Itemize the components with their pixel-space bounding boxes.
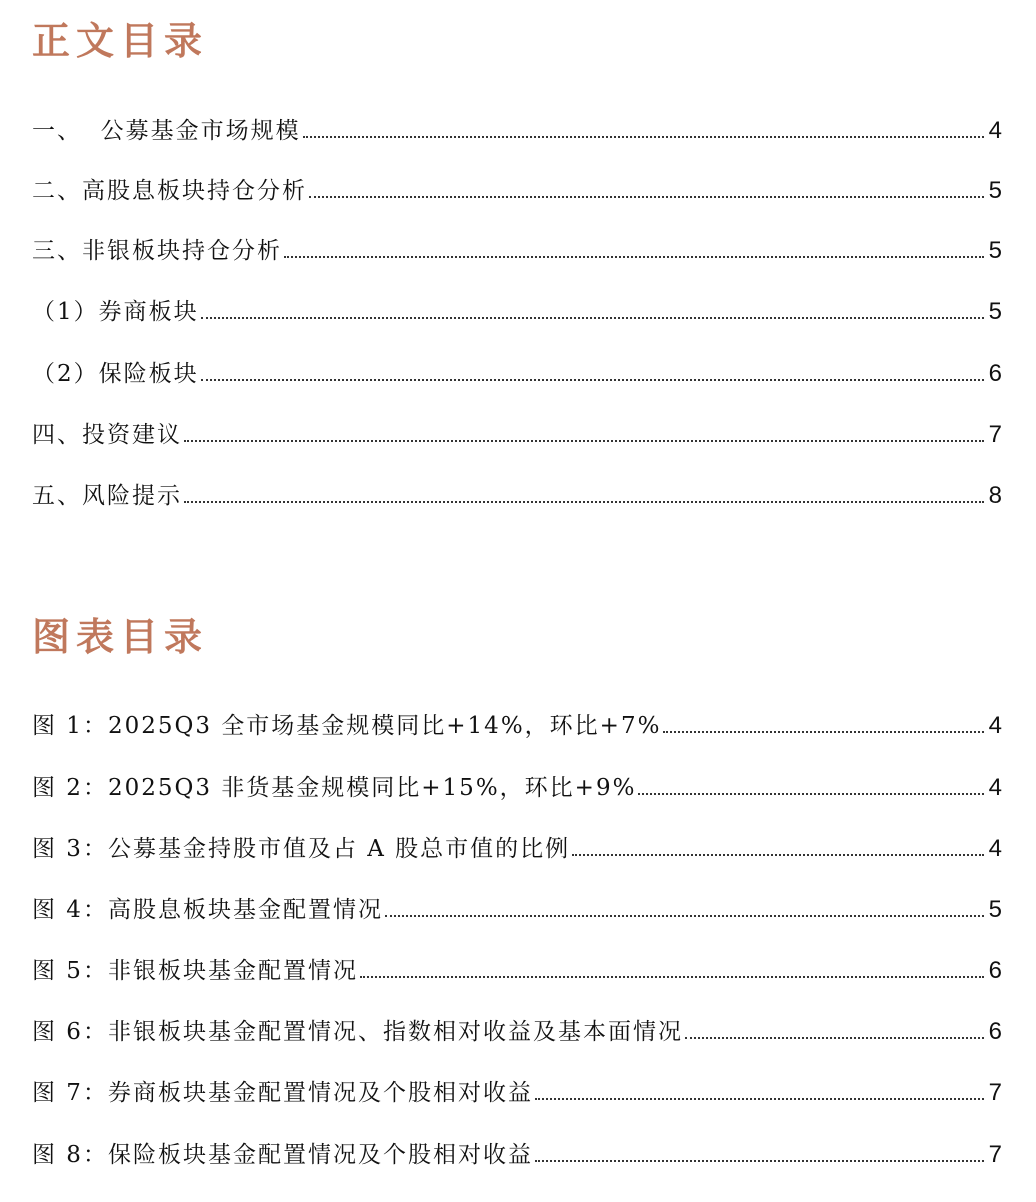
figure-entry[interactable] [32,706,1002,738]
figure-entry[interactable] [32,1135,1002,1167]
toc-entry-label: 五、风险提示 [32,483,182,509]
figure-entry[interactable] [32,829,1002,861]
dot-leader [535,1098,984,1100]
toc-entry-page: 5 [988,177,1002,204]
dot-leader [663,731,984,733]
figure-entry-page: 6 [988,957,1002,984]
toc-entry-label: （1）券商板块 [32,299,199,325]
dot-leader [303,136,984,138]
toc-entry-label: 二、高股息板块持仓分析 [32,178,307,204]
toc-title: 正文目录 [32,18,209,63]
figure-entry-page: 7 [988,1079,1002,1106]
toc-entry-label: 三、非银板块持仓分析 [32,238,282,264]
toc-entry-page: 7 [988,421,1002,448]
dot-leader [184,501,984,503]
dot-leader [385,915,984,917]
toc-entry[interactable] [32,171,1002,203]
figure-entry[interactable] [32,1012,1002,1044]
figure-entry-page: 7 [988,1141,1002,1168]
figure-entry-label: 图 6：非银板块基金配置情况、指数相对收益及基本面情况 [32,1019,683,1045]
figure-entry-page: 4 [988,712,1002,739]
toc-entry[interactable] [32,231,1002,263]
dot-leader [184,440,984,442]
dot-leader [685,1037,984,1039]
figure-entry[interactable] [32,1073,1002,1105]
toc-entry[interactable] [32,476,1002,508]
figure-entry-page: 6 [988,1018,1002,1045]
figure-entry[interactable] [32,951,1002,983]
figure-entry-label: 图 3：公募基金持股市值及占 A 股总市值的比例 [32,836,571,862]
toc-entry-page: 6 [988,360,1002,387]
toc-entry-label: （2）保险板块 [32,361,199,387]
dot-leader [201,379,984,381]
toc-entry[interactable] [32,111,1002,143]
figure-entry-label: 图 2：2025Q3 非货基金规模同比+15%，环比+9% [32,775,637,801]
figure-entry-page: 4 [988,835,1002,862]
figure-entry[interactable] [32,890,1002,922]
figure-entry-label: 图 1：2025Q3 全市场基金规模同比+14%，环比+7% [32,713,662,739]
dot-leader [638,793,984,795]
figure-entry-label: 图 5：非银板块基金配置情况 [32,958,358,984]
dot-leader [360,976,984,978]
figure-entry-page: 4 [988,774,1002,801]
toc-entry[interactable] [32,415,1002,447]
figure-entry-label: 图 7：券商板块基金配置情况及个股相对收益 [32,1080,533,1106]
dot-leader [309,196,984,198]
dot-leader [572,854,984,856]
figure-entry-page: 5 [988,896,1002,923]
figure-entry-label: 图 4：高股息板块基金配置情况 [32,897,383,923]
toc-entry-page: 8 [988,482,1002,509]
toc-entry-page: 5 [988,237,1002,264]
figures-title: 图表目录 [32,614,209,659]
toc-entry[interactable] [32,292,1002,324]
figure-entry[interactable] [32,768,1002,800]
toc-entry-label: 四、投资建议 [32,422,182,448]
figure-entry-label: 图 8：保险板块基金配置情况及个股相对收益 [32,1142,533,1168]
toc-entry-page: 5 [988,298,1002,325]
dot-leader [284,256,984,258]
dot-leader [201,317,984,319]
toc-entry-label: 一、 公募基金市场规模 [32,118,301,144]
toc-entry-page: 4 [988,117,1002,144]
dot-leader [535,1160,984,1162]
toc-entry[interactable] [32,354,1002,386]
